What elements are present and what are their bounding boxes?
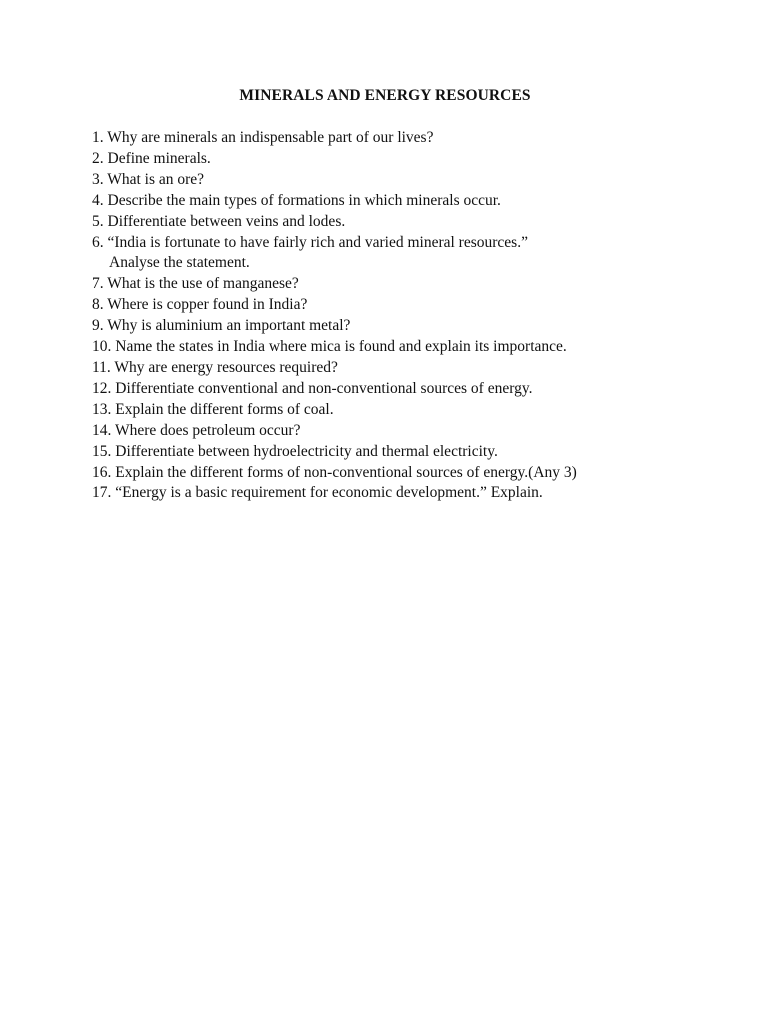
question-text: 6. “India is fortunate to have fairly rich and varied mineral resources.” [92, 233, 528, 251]
question-item-7 [92, 274, 692, 295]
question-text: 9. Why is aluminium an important metal? [92, 317, 351, 335]
question-continuation: Analyse the statement. [109, 254, 250, 272]
question-item-9 [92, 316, 692, 337]
question-item-5 [92, 212, 692, 233]
question-item-2 [92, 149, 692, 170]
page-title: MINERALS AND ENERGY RESOURCES [239, 87, 531, 104]
question-text: 14. Where does petroleum occur? [92, 421, 301, 439]
question-text: 15. Differentiate between hydroelectricity and thermal electricity. [92, 442, 498, 460]
question-item-4 [92, 191, 692, 212]
question-item-16 [92, 463, 692, 484]
question-text: 10. Name the states in India where mica is found and explain its importance. [92, 338, 567, 356]
question-item-6 [92, 233, 692, 275]
question-text: 1. Why are minerals an indispensable part of our lives? [92, 129, 434, 146]
question-text: 8. Where is copper found in India? [92, 296, 308, 314]
question-item-11 [92, 358, 692, 379]
question-item-13 [92, 400, 692, 421]
question-text: 3. What is an ore? [92, 170, 205, 188]
question-text: 12. Differentiate conventional and non-conventional sources of energy. [92, 379, 533, 397]
question-list [92, 128, 692, 504]
question-text: 13. Explain the different forms of coal. [92, 400, 334, 418]
question-item-10 [92, 337, 692, 358]
question-text: 17. “Energy is a basic requirement for economic development.” Explain. [92, 484, 543, 502]
question-text: 2. Define minerals. [92, 149, 211, 167]
question-item-17 [92, 483, 692, 504]
question-text: 11. Why are energy resources required? [92, 358, 338, 376]
question-item-3 [92, 170, 692, 191]
question-text: 7. What is the use of manganese? [92, 275, 299, 293]
question-item-12 [92, 379, 692, 400]
question-text: 16. Explain the different forms of non-conventional sources of energy.(Any 3) [92, 463, 577, 481]
question-item-14 [92, 421, 692, 442]
question-item-15 [92, 442, 692, 463]
question-item-8 [92, 295, 692, 316]
question-item-1 [92, 128, 692, 149]
question-text: 5. Differentiate between veins and lodes. [92, 212, 346, 230]
question-text: 4. Describe the main types of formations in which minerals occur. [92, 191, 501, 209]
